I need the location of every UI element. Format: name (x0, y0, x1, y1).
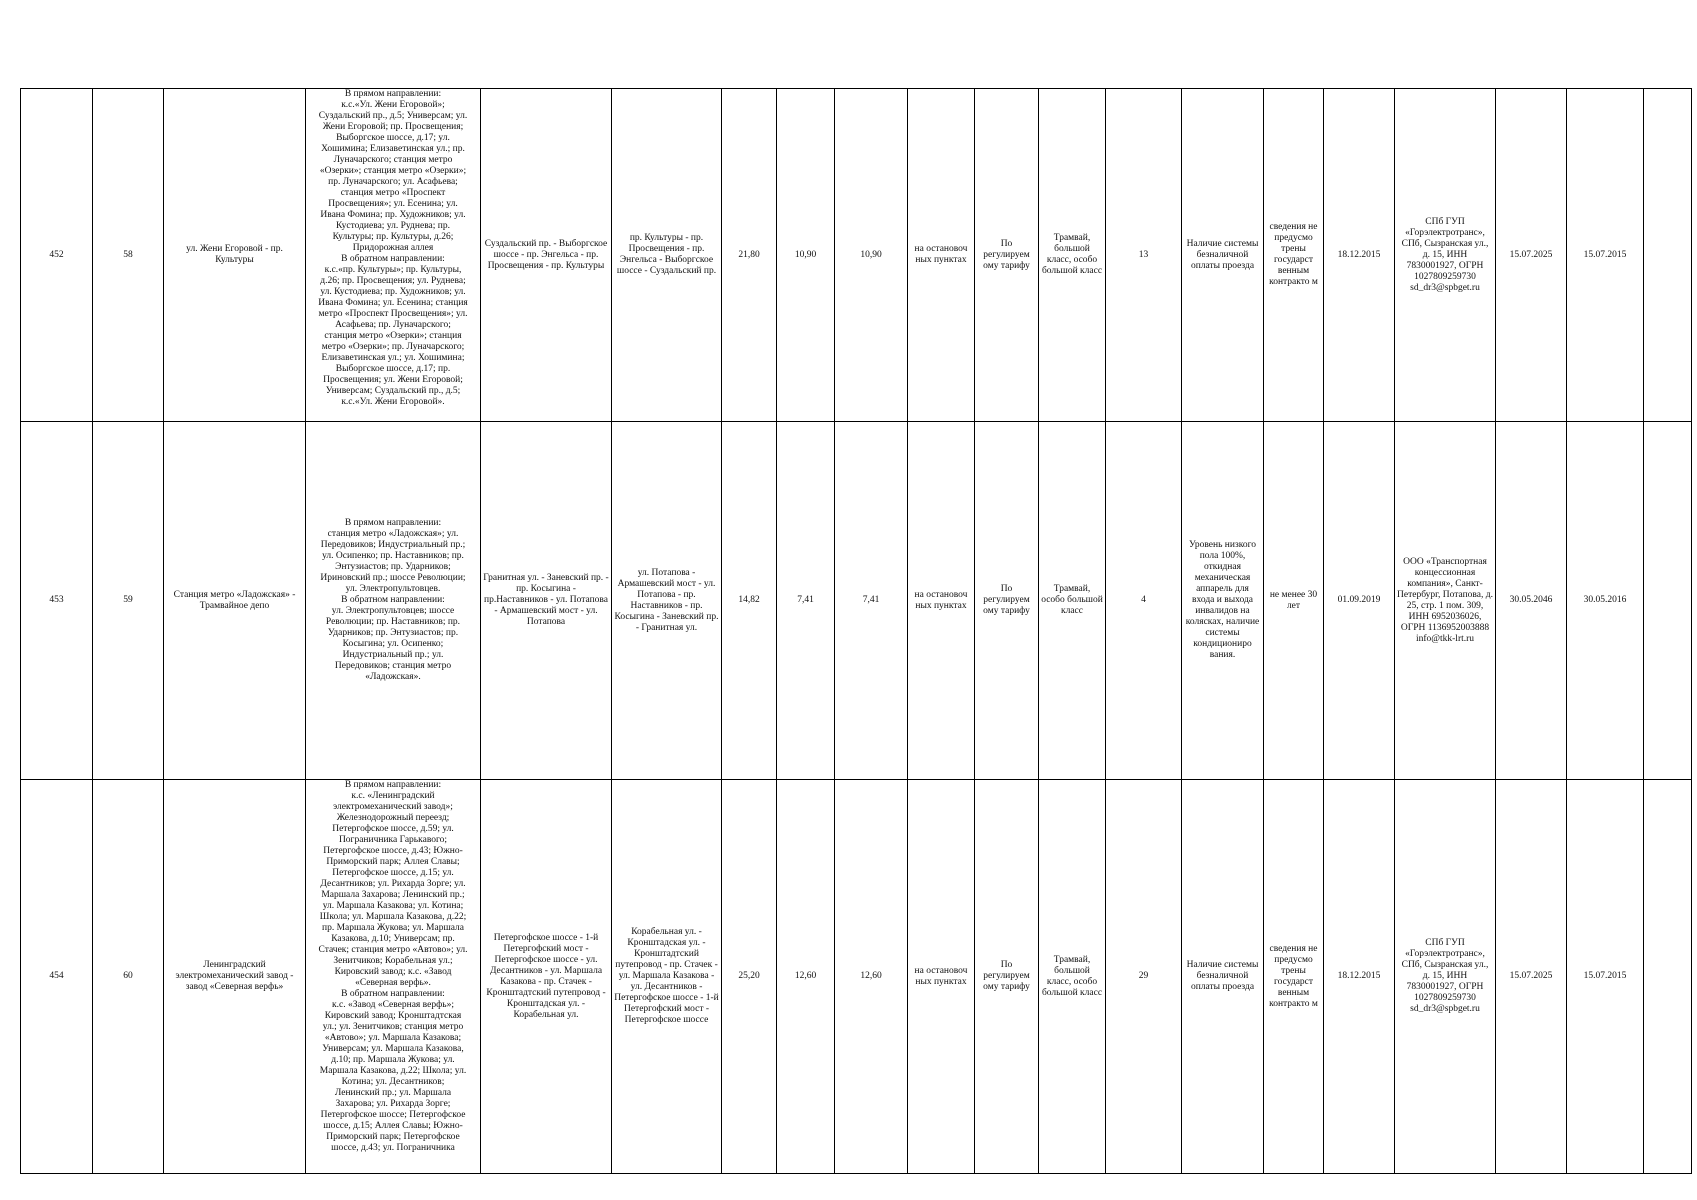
route-name: Ленинградский электромеханический завод - завод «Северная верфь» (164, 780, 306, 1174)
vehicle-features: Уровень низкого пола 100%, откидная механическая аппарель для входа и выхода инвалидов на колясках, наличие системы кондициониро вания. (1182, 422, 1264, 780)
length-total: 25,20 (722, 780, 777, 1174)
stop-line: к.с.«Ул. Жени Егоровой»; (341, 100, 445, 110)
route-registry-table (20, 88, 1692, 1174)
stop-line: Ириновский пр.; шоссе Революции; (320, 573, 466, 583)
stop-line: «Озерки»; станция метро «Озерки»; (319, 166, 467, 176)
stop-order: на остановоч ных пунктах (908, 780, 975, 1174)
stop-line: Просвещения»; ул. Есенина; ул. (328, 199, 458, 209)
streets-forward: Петергофское шоссе - 1-й Петергофский мост - Петергофское шоссе - ул. Десантников - ул. Маршала Казакова - пр. Стачек - Кронштадтский путепровод - Кронштадская ул. - Корабельная ул. (481, 780, 612, 1174)
stop-line: станция метро «Озерки»; станция (324, 331, 462, 341)
stop-line: В обратном направлении: (341, 254, 445, 264)
route-number: 60 (93, 780, 164, 1174)
stop-line: Железнодорожный переезд; (336, 813, 450, 823)
table-row (21, 89, 1692, 422)
stop-line: к.с. «Ленинградский (351, 791, 435, 801)
stop-line: Хошимина; Елизаветинская ул.; пр. (321, 144, 465, 154)
extra-cell (1644, 780, 1692, 1174)
contract-end-date: 15.07.2025 (1496, 780, 1567, 1174)
stop-line: Маршала Захарова; Ленинский пр.; (321, 890, 465, 900)
stop-line: д.26; пр. Просвещения; ул. Руднева; (320, 276, 466, 286)
stop-line: Универсам; Суздальский пр., д.5; (325, 386, 461, 396)
route-stops (306, 89, 481, 422)
vehicle-age: не менее 30 лет (1264, 422, 1324, 780)
stop-line: Пограничника Гарькавого; (338, 835, 448, 845)
streets-backward: ул. Потапова - Армашевский мост - ул. Потапова - пр. Наставников - пр. Косыгина - Заневский пр. - Гранитная ул. (612, 422, 722, 780)
stop-line: Просвещения; ул. Жени Егоровой; (323, 375, 463, 385)
route-number: 58 (93, 89, 164, 422)
service-start-date: 18.12.2015 (1324, 89, 1395, 422)
stop-line: Приморский парк; Аллея Славы; (326, 857, 460, 867)
stop-line: к.с.«пр. Культуры»; пр. Культуры, (324, 265, 462, 275)
length-forward: 12,60 (777, 780, 835, 1174)
registry-number: 454 (21, 780, 93, 1174)
length-forward: 7,41 (777, 422, 835, 780)
streets-forward: Суздальский пр. - Выборгское шоссе - пр. Энгельса - пр. Просвещения - пр. Культуры (481, 89, 612, 422)
length-total: 14,82 (722, 422, 777, 780)
stop-line: В обратном направлении: (341, 989, 445, 999)
length-backward: 7,41 (835, 422, 908, 780)
stop-line: В прямом направлении: (344, 89, 442, 99)
stop-line: Луначарского; станция метро (333, 155, 453, 165)
stop-order: на остановоч ных пунктах (908, 89, 975, 422)
stop-line: Захарова; ул. Рихарда Зорге; (335, 1099, 451, 1109)
stop-line: Передовиков; станция метро (334, 661, 452, 671)
stop-line: Кировский завод; Кронштадтская (324, 1011, 462, 1021)
stop-line: Кировский завод; к.с. «Завод (334, 967, 452, 977)
stop-line: ул. Кустодиева; пр. Художников; ул. (320, 287, 466, 297)
registry-number: 453 (21, 422, 93, 780)
stop-line: Косыгина; ул. Осипенко; (342, 639, 444, 649)
stop-line: Елизаветинская ул.; ул. Хошимина; (321, 353, 465, 363)
length-forward: 10,90 (777, 89, 835, 422)
stop-line: Культуры; пр. Культуры, д.26; (332, 232, 454, 242)
stop-line: Зенитчиков; Корабельная ул.; (333, 956, 453, 966)
stop-line: Стачек; станция метро «Автово»; ул. (318, 945, 468, 955)
route-number: 59 (93, 422, 164, 780)
vehicle-type: Трамвай, большой класс, особо большой класс (1039, 89, 1106, 422)
stop-line: ул. Осипенко; пр. Наставников; пр. (322, 551, 464, 561)
stop-line: «Автово»; ул. Маршала Казакова; (324, 1033, 462, 1043)
tariff-type: По регулируем ому тарифу (975, 89, 1039, 422)
extra-cell (1644, 89, 1692, 422)
vehicle-count: 13 (1106, 89, 1182, 422)
stop-line: Петергофское шоссе, д.15; ул. (332, 868, 454, 878)
table-row (21, 780, 1692, 1174)
contract-start-date: 15.07.2015 (1567, 780, 1644, 1174)
stop-line: Ивана Фомина; пр. Художников; ул. (320, 210, 466, 220)
length-backward: 12,60 (835, 780, 908, 1174)
route-stops (306, 422, 481, 780)
stop-line: шоссе, д.43; ул. Пограничника (331, 1143, 455, 1153)
stop-line: Десантников; ул. Рихарда Зорге; ул. (320, 879, 466, 889)
streets-forward: Гранитная ул. - Заневский пр. - пр. Косыгина - пр.Наставников - ул. Потапова - Армашевский мост - ул. Потапова (481, 422, 612, 780)
stop-line: ул. Электропультовцев; шоссе (331, 606, 455, 616)
stop-line: к.с.«Ул. Жени Егоровой». (341, 397, 445, 407)
stop-line: Кустодиева; ул. Руднева; пр. (335, 221, 450, 231)
stop-line: метро «Проспект Просвещения»; ул. (318, 309, 468, 319)
vehicle-features: Наличие системы безналичной оплаты проезда (1182, 89, 1264, 422)
stop-line: Ленинский пр.; ул. Маршала (334, 1088, 452, 1098)
carrier-info: СПб ГУП «Горэлектротранс», СПб, Сызранская ул., д. 15, ИНН 7830001927, ОГРН 1027809259730 sd_dr3@spbget.ru (1395, 89, 1496, 422)
stop-line: Передовиков; Индустриальный пр.; (320, 540, 466, 550)
registry-number: 452 (21, 89, 93, 422)
stop-line: Петергофское шоссе; Петергофское (320, 1110, 466, 1120)
vehicle-type: Трамвай, особо большой класс (1039, 422, 1106, 780)
stop-line: Энтузиастов; пр. Ударников; (335, 562, 451, 572)
stop-line: Ивана Фомина; ул. Есенина; станция (318, 298, 468, 308)
stop-line: ул.; ул. Зенитчиков; станция метро (322, 1022, 464, 1032)
stop-line: Выборгское шоссе, д.17; ул. (336, 133, 450, 143)
carrier-info: СПб ГУП «Горэлектротранс», СПб, Сызранская ул., д. 15, ИНН 7830001927, ОГРН 1027809259730 sd_dr3@spbget.ru (1395, 780, 1496, 1174)
service-start-date: 01.09.2019 (1324, 422, 1395, 780)
stop-line: Асафьева; пр. Луначарского; (335, 320, 451, 330)
stop-line: В прямом направлении: (344, 518, 442, 528)
stop-line: ул. Электропультовцев. (345, 584, 441, 594)
stop-line: В прямом направлении: (344, 780, 442, 790)
length-total: 21,80 (722, 89, 777, 422)
stop-line: Петергофское шоссе, д.43; Южно- (323, 846, 463, 856)
route-stops (306, 780, 481, 1174)
stop-line: ул. Маршала Казакова; ул. Котина; (322, 901, 464, 911)
stop-order: на остановоч ных пунктах (908, 422, 975, 780)
contract-end-date: 15.07.2025 (1496, 89, 1567, 422)
stop-line: к.с. «Завод «Северная верфь»; (332, 1000, 454, 1010)
stop-line: Индустриальный пр.; ул. (342, 650, 444, 660)
stop-line: «Ладожская». (365, 672, 421, 682)
contract-start-date: 15.07.2015 (1567, 89, 1644, 422)
stop-line: Придорожная аллея (352, 243, 434, 253)
vehicle-type: Трамвай, большой класс, особо большой класс (1039, 780, 1106, 1174)
length-backward: 10,90 (835, 89, 908, 422)
contract-start-date: 30.05.2016 (1567, 422, 1644, 780)
vehicle-count: 29 (1106, 780, 1182, 1174)
stop-line: «Северная верфь». (355, 978, 431, 988)
vehicle-count: 4 (1106, 422, 1182, 780)
stop-line: В обратном направлении: (341, 595, 445, 605)
stop-line: Суздальский пр., д.5; Универсам; ул. (318, 111, 468, 121)
stop-line: шоссе, д.15; Аллея Славы; Южно- (323, 1121, 463, 1131)
route-name: ул. Жени Егоровой - пр. Культуры (164, 89, 306, 422)
stop-line: Котина; ул. Десантников; (341, 1077, 445, 1087)
extra-cell (1644, 422, 1692, 780)
stop-line: станция метро «Ладожская»; ул. (327, 529, 459, 539)
vehicle-age: сведения не предусмо трены государст венным контракто м (1264, 780, 1324, 1174)
streets-backward: пр. Культуры - пр. Просвещения - пр. Энгельса - Выборгское шоссе - Суздальский пр. (612, 89, 722, 422)
stop-line: электромеханический завод»; (333, 802, 453, 812)
stop-line: пр. Луначарского; ул. Асафьева; (328, 177, 458, 187)
stop-line: Революции; пр. Наставников; пр. (325, 617, 461, 627)
stop-line: метро «Озерки»; пр. Луначарского; (321, 342, 465, 352)
vehicle-features: Наличие системы безналичной оплаты проезда (1182, 780, 1264, 1174)
stop-line: Выборгское шоссе, д.17; пр. (335, 364, 451, 374)
stop-line: Казакова, д.10; Универсам; пр. (331, 934, 455, 944)
stop-line: Петергофское шоссе, д.59; ул. (332, 824, 454, 834)
stop-line: Школа; ул. Маршала Казакова, д.22; (319, 912, 467, 922)
carrier-info: ООО «Транспортная концессионная компания», Санкт-Петербург, Потапова, д. 25, стр. 1 пом. 309, ИНН 6952036026, ОГРН 1136952003888 info@tkk-lrt.ru (1395, 422, 1496, 780)
stop-line: Универсам; ул. Маршала Казакова, (322, 1044, 464, 1054)
service-start-date: 18.12.2015 (1324, 780, 1395, 1174)
tariff-type: По регулируем ому тарифу (975, 780, 1039, 1174)
stop-line: станция метро «Проспект (340, 188, 446, 198)
contract-end-date: 30.05.2046 (1496, 422, 1567, 780)
stop-line: Ударников; пр. Энтузиастов; пр. (327, 628, 459, 638)
stop-line: Жени Егоровой; пр. Просвещения; (322, 122, 464, 132)
vehicle-age: сведения не предусмо трены государст венным контракто м (1264, 89, 1324, 422)
route-name: Станция метро «Ладожская» - Трамвайное депо (164, 422, 306, 780)
stop-line: пр. Маршала Жукова; ул. Маршала (321, 923, 465, 933)
stop-line: Маршала Казакова, д.22; Школа; ул. (319, 1066, 467, 1076)
streets-backward: Корабельная ул. - Кронштадская ул. - Кронштадтский путепровод - пр. Стачек - ул. Маршала Казакова - ул. Десантников - Петергофское шоссе - 1-й Петергофский мост - Петергофское шоссе (612, 780, 722, 1174)
stop-line: д.10; пр. Маршала Жукова; ул. (331, 1055, 455, 1065)
table-row (21, 422, 1692, 780)
tariff-type: По регулируем ому тарифу (975, 422, 1039, 780)
stop-line: Приморский парк; Петергофское (326, 1132, 460, 1142)
